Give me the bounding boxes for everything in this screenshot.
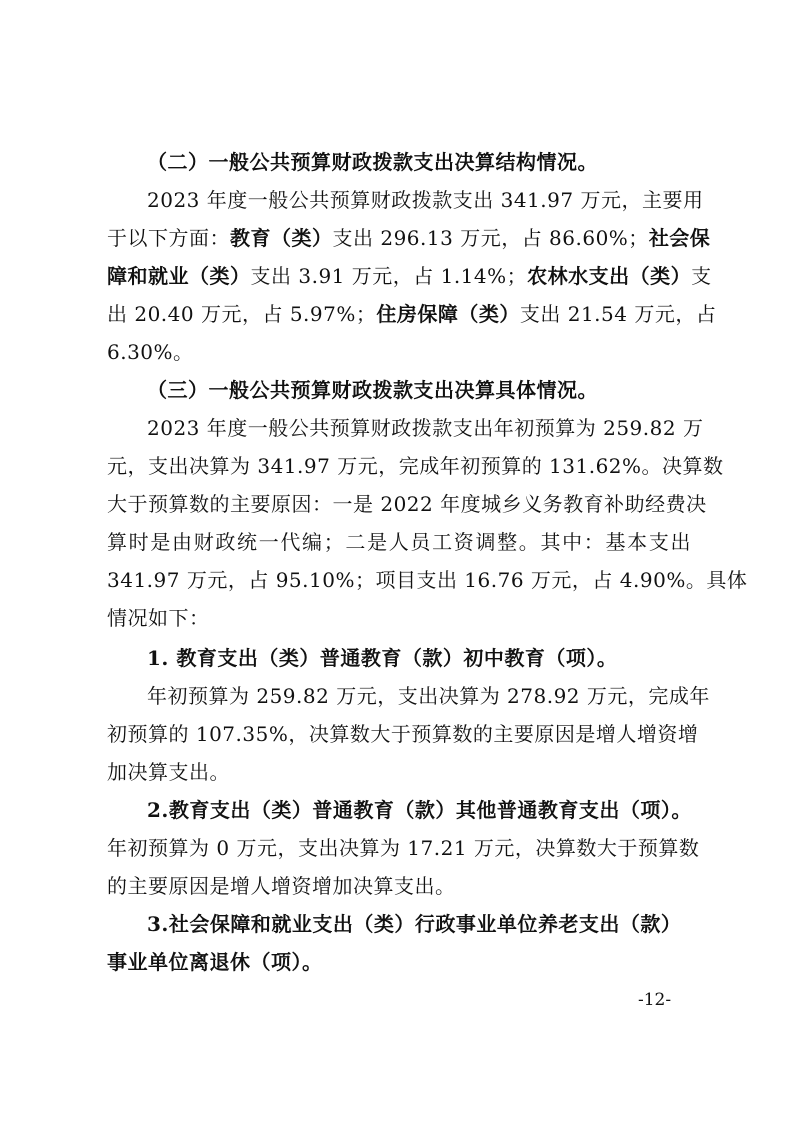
paragraph-line: 年初预算为 0 万元，支出决算为 17.21 万元，决算数大于预算数	[107, 836, 700, 860]
category-social-security-part: 社会保	[648, 226, 711, 250]
paragraph-line: 算时是由财政统一代编；二是人员工资调整。其中：基本支出	[107, 530, 691, 554]
paragraph-line: 初预算的 107.35%，决算数大于预算数的主要原因是增人增资增	[107, 722, 699, 746]
paragraph-line: 加决算支出。	[107, 760, 230, 784]
category-education: 教育（类）	[230, 226, 333, 250]
paragraph-line: 大于预算数的主要原因：一是 2022 年度城乡义务教育补助经费决	[107, 492, 707, 516]
section-heading-2: （二）一般公共预算财政拨款支出决算结构情况。	[147, 150, 598, 174]
paragraph-line: 元，支出决算为 341.97 万元，完成年初预算的 131.62%。决算数	[107, 454, 724, 478]
category-housing: 住房保障（类）	[376, 302, 520, 326]
item-heading-1: 1. 教育支出（类）普通教育（款）初中教育（项）。	[147, 646, 618, 670]
paragraph-line: 341.97 万元，占 95.10%；项目支出 16.76 万元，占 4.90%。具体	[107, 568, 748, 592]
item-heading-3-cont: 事业单位离退休（项）。	[107, 950, 323, 974]
paragraph-line: 2023 年度一般公共预算财政拨款支出 341.97 万元，主要用	[147, 188, 704, 212]
category-social-security-rest: 障和就业（类）	[107, 264, 251, 288]
category-agriculture: 农林水支出（类）	[527, 264, 692, 288]
paragraph-line: 情况如下：	[107, 606, 210, 630]
paragraph-line: 出 20.40 万元，占 5.97%；住房保障（类）支出 21.54 万元，占	[107, 302, 717, 326]
paragraph-line: 2023 年度一般公共预算财政拨款支出年初预算为 259.82 万	[147, 416, 704, 440]
paragraph-line: 年初预算为 259.82 万元，支出决算为 278.92 万元，完成年	[147, 684, 710, 708]
paragraph-line: 6.30%。	[107, 340, 194, 364]
item-heading-2: 2.教育支出（类）普通教育（款）其他普通教育支出（项）。	[147, 798, 692, 822]
paragraph-line: 的主要原因是增人增资增加决算支出。	[107, 874, 456, 898]
page-number: -12-	[638, 990, 672, 1010]
paragraph-line: 障和就业（类）支出 3.91 万元，占 1.14%；农林水支出（类）支	[107, 264, 712, 288]
item-heading-3: 3.社会保障和就业支出（类）行政事业单位养老支出（款）	[147, 912, 682, 936]
section-heading-3: （三）一般公共预算财政拨款支出决算具体情况。	[147, 378, 598, 402]
paragraph-line: 于以下方面：教育（类）支出 296.13 万元，占 86.60%；社会保	[107, 226, 711, 250]
